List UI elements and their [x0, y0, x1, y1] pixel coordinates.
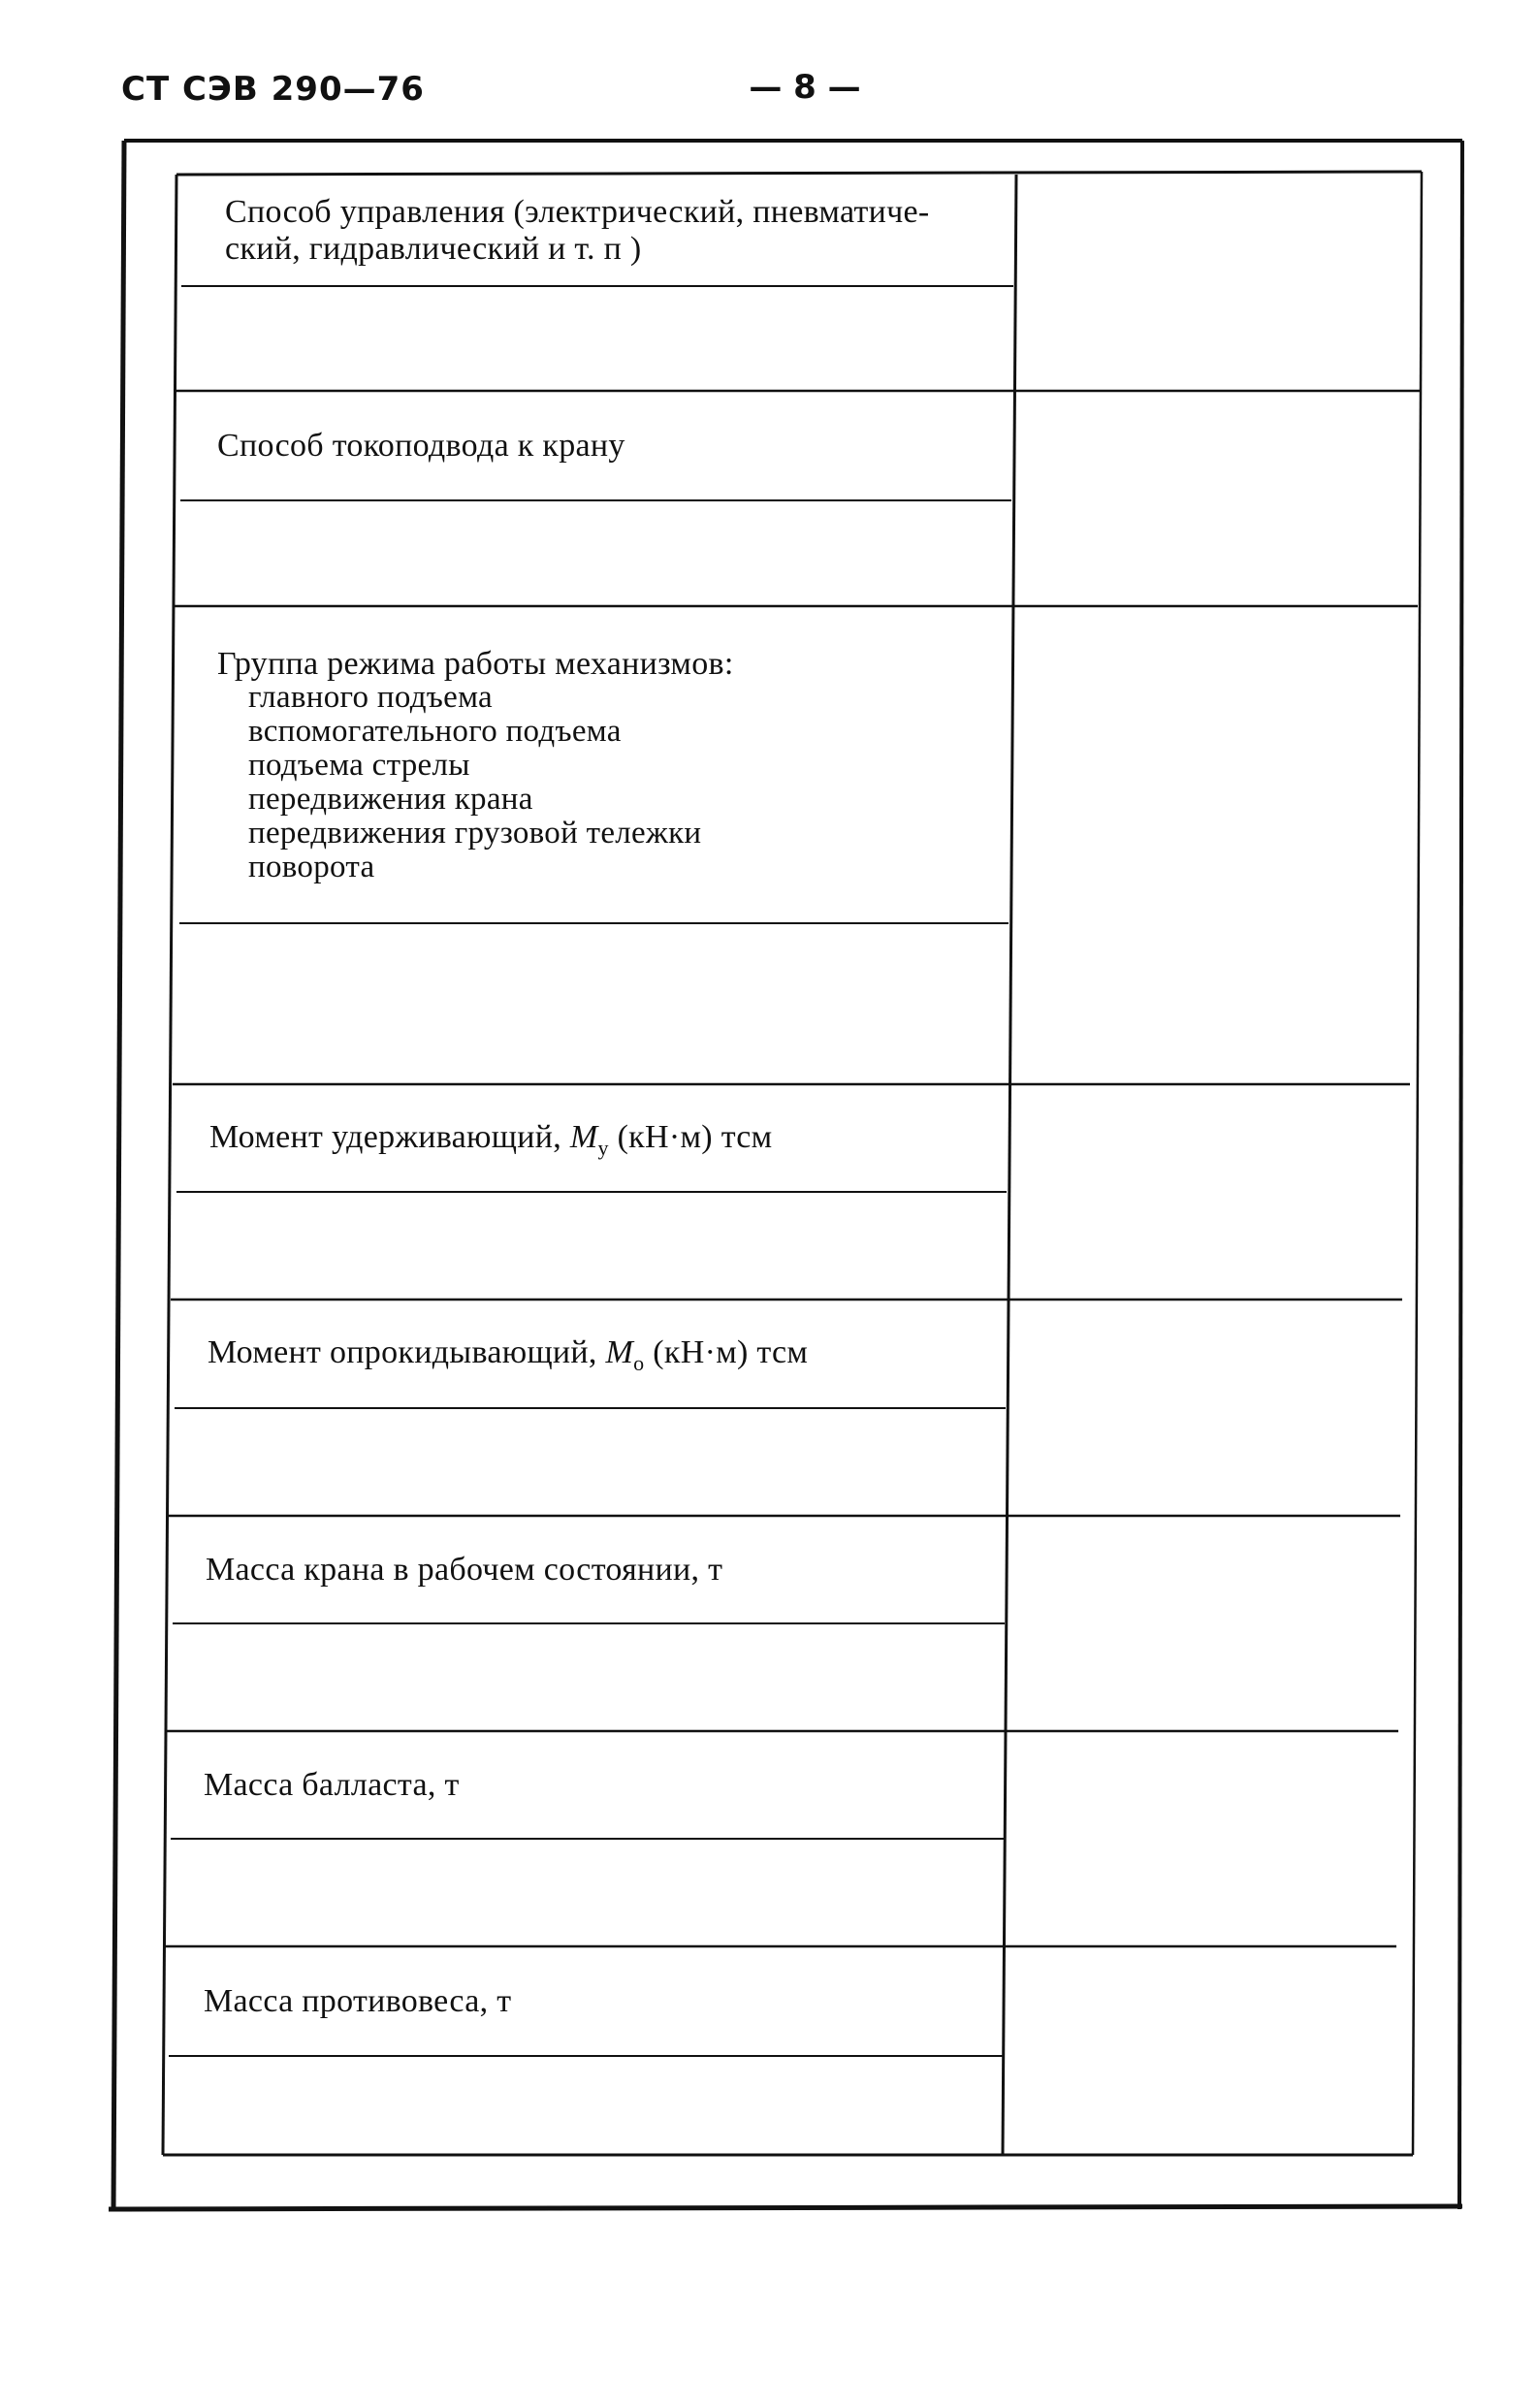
column-divider [1003, 175, 1016, 2155]
document-code: СТ СЭВ 290—76 [121, 70, 425, 109]
counterweight-mass-label: Масса противовеса, т [204, 1983, 512, 2019]
tipping-moment-label: Момент опрокидывающий, $M_о$ (кН·м) тсм [208, 1334, 809, 1375]
list-item: передвижения грузовой тележки [248, 816, 702, 851]
holding-moment-label: Момент удерживающий, $M_у$ (кН·м) тсм [209, 1119, 773, 1160]
list-item: подъема стрелы [248, 748, 470, 783]
outer-frame-right [1459, 141, 1462, 2209]
list-item: вспомогательного подъема [248, 714, 622, 749]
list-item: главного подъема [248, 680, 493, 715]
list-item: поворота [248, 850, 375, 884]
crane-mass-label: Масса крана в рабочем состоянии, т [206, 1552, 723, 1588]
control-method-label: Способ управления (электрический, пневматиче- ский, гидравлический и т. п ) [225, 194, 930, 267]
table-left [163, 175, 176, 2155]
page-number: — 8 — [749, 68, 861, 107]
outer-frame-bottom [109, 2206, 1462, 2209]
power-supply-label: Способ токоподвода к крану [217, 428, 625, 464]
list-item: передвижения крана [248, 782, 533, 817]
duty-group-label: Группа режима работы механизмов: [217, 646, 734, 682]
table-right [1413, 172, 1422, 2155]
ballast-mass-label: Масса балласта, т [204, 1767, 460, 1803]
outer-frame-left [113, 141, 124, 2211]
mechanism-list [248, 681, 701, 884]
table-top [176, 172, 1422, 175]
